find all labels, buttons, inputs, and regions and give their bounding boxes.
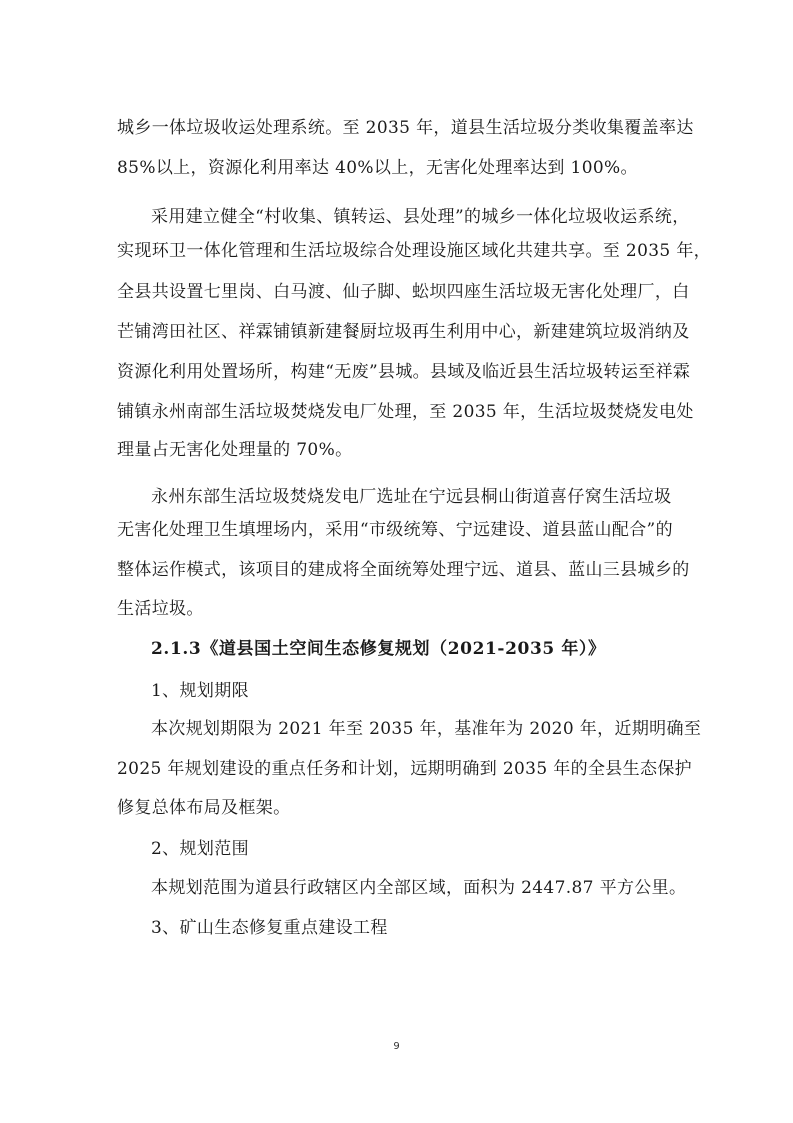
section-heading: 2.1.3《道县国土空间生态修复规划（2021-2035 年）》 (151, 639, 606, 659)
paragraph-4-line-1: 本次规划期限为 2021 年至 2035 年，基准年为 2020 年，近期明确至 (151, 719, 702, 739)
item-3-title: 3、矿山生态修复重点建设工程 (151, 918, 388, 938)
paragraph-2-line-4: 芒铺湾田社区、祥霖铺镇新建餐厨垃圾再生利用中心，新建建筑垃圾消纳及 (117, 322, 690, 342)
paragraph-4-line-3: 修复总体布局及框架。 (117, 798, 291, 818)
paragraph-2-line-6: 铺镇永州南部生活垃圾焚烧发电厂处理，至 2035 年，生活垃圾焚烧发电处 (117, 402, 694, 422)
paragraph-3-line-3: 整体运作模式，该项目的建成将全面统筹处理宁远、道县、蓝山三县城乡的 (117, 560, 690, 580)
page-number: 9 (393, 1041, 400, 1052)
paragraph-3-line-4: 生活垃圾。 (117, 599, 204, 619)
paragraph-2-line-2: 实现环卫一体化管理和生活垃圾综合处理设施区域化共建共享。至 2035 年， (117, 241, 712, 261)
item-2-title: 2、规划范围 (151, 839, 249, 859)
paragraph-2-line-7: 理量占无害化处理量的 70%。 (117, 440, 353, 460)
item-1-title: 1、规划期限 (151, 681, 249, 701)
paragraph-2-line-3: 全县共设置七里岗、白马渡、仙子脚、蚣坝四座生活垃圾无害化处理厂，白 (117, 282, 690, 302)
paragraph-2-line-5: 资源化利用处置场所，构建“无废”县城。县域及临近县生活垃圾转运至祥霖 (117, 362, 691, 382)
paragraph-4-line-2: 2025 年规划建设的重点任务和计划，远期明确到 2035 年的全县生态保护 (117, 759, 693, 779)
paragraph-3-line-2: 无害化处理卫生填埋场内，采用“市级统筹、宁远建设、道县蓝山配合”的 (117, 520, 673, 540)
paragraph-5-line-1: 本规划范围为道县行政辖区内全部区域，面积为 2447.87 平方公里。 (151, 878, 687, 898)
paragraph-3-line-1: 永州东部生活垃圾焚烧发电厂选址在宁远县桐山街道喜仔窝生活垃圾 (151, 487, 672, 507)
paragraph-2-line-1: 采用建立健全“村收集、镇转运、县处理”的城乡一体化垃圾收运系统， (151, 207, 690, 227)
paragraph-1-line-2: 85%以上，资源化利用率达 40%以上，无害化处理率达到 100%。 (117, 158, 638, 178)
paragraph-1-line-1: 城乡一体垃圾收运处理系统。至 2035 年，道县生活垃圾分类收集覆盖率达 (117, 118, 694, 138)
